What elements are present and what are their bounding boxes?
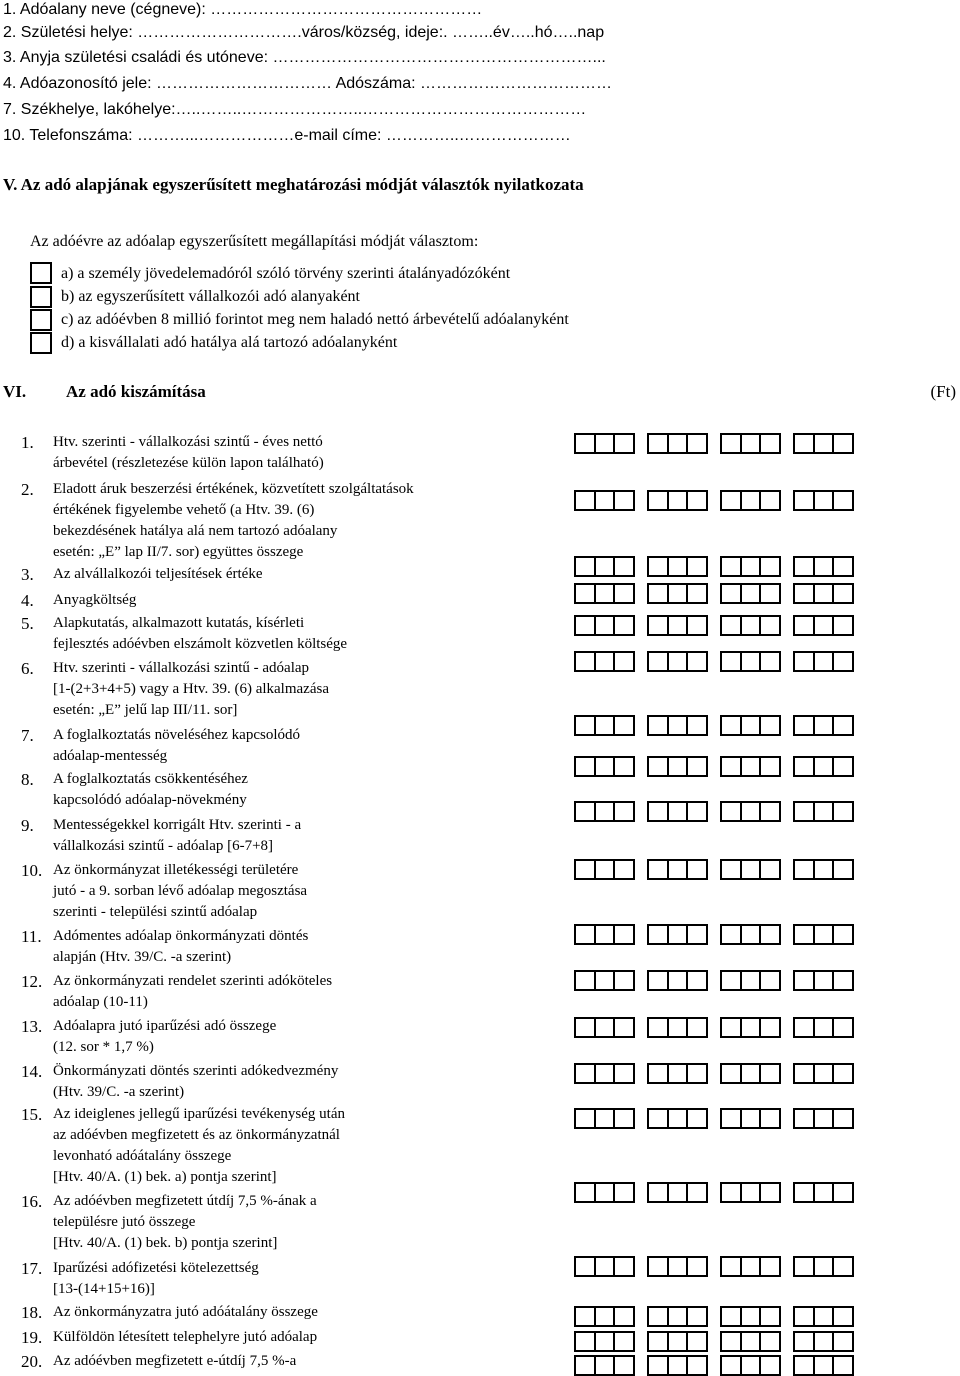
row-description-line: Az adóévben megfizetett e-útdíj 7,5 %-a xyxy=(53,1353,297,1369)
digit-box[interactable] xyxy=(686,1331,708,1352)
digit-box[interactable] xyxy=(832,859,854,880)
digit-box[interactable] xyxy=(832,615,854,636)
digit-group xyxy=(720,583,781,604)
amount-boxes xyxy=(574,1017,854,1038)
row-description-line: Az önkormányzati rendelet szerinti adóköteles xyxy=(53,973,333,989)
option-b-checkbox[interactable] xyxy=(30,286,52,308)
row-description xyxy=(53,971,332,1013)
row-description-line: értékének figyelembe vehető (a Htv. 39. (6) xyxy=(53,502,315,518)
digit-box[interactable] xyxy=(686,651,708,672)
digit-box[interactable] xyxy=(832,970,854,991)
row-description-line: [13-(14+15+16)] xyxy=(53,1281,155,1297)
digit-box[interactable] xyxy=(759,1063,781,1084)
digit-group xyxy=(793,1108,854,1129)
digit-group xyxy=(720,756,781,777)
digit-group xyxy=(720,1182,781,1203)
digit-box[interactable] xyxy=(759,490,781,511)
digit-group xyxy=(647,651,708,672)
digit-group xyxy=(720,859,781,880)
digit-box[interactable] xyxy=(613,859,635,880)
digit-box[interactable] xyxy=(832,433,854,454)
option-a-label: a) a személy jövedelemadóról szóló törvény szerinti átalányadózóként xyxy=(61,265,511,282)
row-description-line: Htv. szerinti - vállalkozási szintű - adóalap xyxy=(53,660,310,676)
amount-boxes xyxy=(574,556,854,577)
digit-group xyxy=(574,924,635,945)
section-v-title: V. Az adó alapjának egyszerűsített meghatározási módját választók nyilatkozata xyxy=(3,175,584,194)
row-number: 6. xyxy=(21,659,34,678)
amount-boxes xyxy=(574,1331,854,1352)
amount-boxes xyxy=(574,715,854,736)
digit-box[interactable] xyxy=(686,615,708,636)
digit-box[interactable] xyxy=(832,1063,854,1084)
digit-group xyxy=(793,1306,854,1327)
digit-group xyxy=(793,756,854,777)
row-description xyxy=(53,1191,317,1254)
digit-box[interactable] xyxy=(759,801,781,822)
row-description-line: árbevétel (részletezése külön lapon található) xyxy=(53,455,324,471)
row-description xyxy=(53,479,414,563)
digit-box[interactable] xyxy=(832,651,854,672)
row-description-line: Iparűzési adófizetési kötelezettség xyxy=(53,1260,259,1276)
digit-box[interactable] xyxy=(613,556,635,577)
digit-group xyxy=(720,1331,781,1352)
digit-group xyxy=(647,1256,708,1277)
digit-box[interactable] xyxy=(759,556,781,577)
digit-group xyxy=(720,924,781,945)
row-number: 19. xyxy=(21,1328,43,1347)
amount-boxes xyxy=(574,1306,854,1327)
row-number: 2. xyxy=(21,480,34,499)
digit-group xyxy=(720,556,781,577)
taxpayer-name-line: 1. Adóalany neve (cégneve): …………………………………………… xyxy=(3,1,483,18)
row-description-line: adóalap-mentesség xyxy=(53,748,168,764)
row-description xyxy=(53,590,136,611)
digit-group xyxy=(720,651,781,672)
digit-group xyxy=(793,801,854,822)
digit-group xyxy=(793,583,854,604)
row-description-line: Htv. szerinti - vállalkozási szintű - éves nettó xyxy=(53,434,323,450)
digit-box[interactable] xyxy=(613,490,635,511)
row-number: 9. xyxy=(21,816,34,835)
digit-group xyxy=(574,1355,635,1376)
digit-group xyxy=(647,1306,708,1327)
row-description-line: Önkormányzati döntés szerinti adókedvezmény xyxy=(53,1063,339,1079)
digit-group xyxy=(793,1331,854,1352)
row-description-line: Az adóévben megfizetett útdíj 7,5 %-ának a xyxy=(53,1193,317,1209)
row-description-line: A foglalkoztatás csökkentéséhez xyxy=(53,771,248,787)
digit-box[interactable] xyxy=(686,970,708,991)
digit-box[interactable] xyxy=(759,1355,781,1376)
digit-box[interactable] xyxy=(832,490,854,511)
currency-unit: (Ft) xyxy=(930,382,956,401)
row-description xyxy=(53,1302,318,1323)
digit-box[interactable] xyxy=(832,1017,854,1038)
digit-box[interactable] xyxy=(686,556,708,577)
row-description xyxy=(53,1327,317,1348)
digit-group xyxy=(647,583,708,604)
row-description-line: Külföldön létesített telephelyre jutó adóalap xyxy=(53,1329,318,1345)
row-description-line: kapcsolódó adóalap-növekmény xyxy=(53,792,247,808)
digit-box[interactable] xyxy=(686,715,708,736)
row-number: 11. xyxy=(21,927,42,946)
digit-group xyxy=(793,715,854,736)
digit-group xyxy=(574,556,635,577)
digit-box[interactable] xyxy=(759,970,781,991)
digit-box[interactable] xyxy=(613,1355,635,1376)
digit-group xyxy=(647,1355,708,1376)
amount-boxes xyxy=(574,1108,854,1129)
row-description-line: fejlesztés adóévben elszámolt közvetlen költsége xyxy=(53,636,348,652)
digit-box[interactable] xyxy=(832,1306,854,1327)
row-description xyxy=(53,815,301,857)
digit-box[interactable] xyxy=(759,1108,781,1129)
digit-group xyxy=(574,1256,635,1277)
digit-group xyxy=(647,924,708,945)
digit-box[interactable] xyxy=(686,1063,708,1084)
mother-name-line: 3. Anyja születési családi és utóneve: ……………………………………………………... xyxy=(3,49,606,66)
digit-box[interactable] xyxy=(613,1017,635,1038)
digit-box[interactable] xyxy=(613,433,635,454)
row-description-line: Az ideiglenes jellegű iparűzési tevékenység után xyxy=(53,1106,345,1122)
digit-group xyxy=(647,801,708,822)
digit-box[interactable] xyxy=(686,924,708,945)
row-number: 10. xyxy=(21,861,43,880)
row-description-line: (12. sor * 1,7 %) xyxy=(53,1039,154,1055)
digit-box[interactable] xyxy=(832,556,854,577)
digit-group xyxy=(720,801,781,822)
row-description xyxy=(53,1016,276,1058)
digit-group xyxy=(574,615,635,636)
digit-box[interactable] xyxy=(686,1017,708,1038)
row-description-line: Alapkutatás, alkalmazott kutatás, kísérleti xyxy=(53,615,305,631)
digit-box[interactable] xyxy=(759,1017,781,1038)
digit-group xyxy=(647,1063,708,1084)
amount-boxes xyxy=(574,801,854,822)
digit-box[interactable] xyxy=(613,924,635,945)
row-description-line: szerinti - települési szintű adóalap xyxy=(53,904,258,920)
digit-group xyxy=(720,615,781,636)
amount-boxes xyxy=(574,490,854,511)
digit-box[interactable] xyxy=(832,1331,854,1352)
digit-box[interactable] xyxy=(686,801,708,822)
digit-group xyxy=(720,1306,781,1327)
digit-box[interactable] xyxy=(759,859,781,880)
option-d-checkbox[interactable] xyxy=(30,332,52,354)
section-vi-number: VI. xyxy=(3,382,27,401)
row-description-line: jutó - a 9. sorban lévő adóalap megosztása xyxy=(53,883,308,899)
digit-box[interactable] xyxy=(759,615,781,636)
digit-group xyxy=(720,715,781,736)
digit-box[interactable] xyxy=(613,715,635,736)
row-number: 16. xyxy=(21,1192,43,1211)
row-description-line: bekezdésének hatálya alá nem tartozó adóalany xyxy=(53,523,338,539)
row-description xyxy=(53,432,324,474)
row-description xyxy=(53,613,347,655)
row-number: 12. xyxy=(21,972,43,991)
section-v-intro: Az adóévre az adóalap egyszerűsített megállapítási módját választom: xyxy=(30,233,479,250)
digit-box[interactable] xyxy=(759,756,781,777)
digit-group xyxy=(793,490,854,511)
row-description-line: Mentességekkel korrigált Htv. szerinti - a xyxy=(53,817,302,833)
digit-box[interactable] xyxy=(686,1182,708,1203)
option-b-label: b) az egyszerűsített vállalkozói adó alanyaként xyxy=(61,288,360,305)
row-number: 8. xyxy=(21,770,34,789)
digit-group xyxy=(793,1017,854,1038)
row-description-line: esetén: „E” lap II/7. sor) együttes összege xyxy=(53,544,304,560)
row-number: 17. xyxy=(21,1259,43,1278)
digit-box[interactable] xyxy=(613,583,635,604)
digit-box[interactable] xyxy=(832,1108,854,1129)
digit-box[interactable] xyxy=(613,615,635,636)
row-description-line: Az önkormányzatra jutó adóátalány összege xyxy=(53,1304,318,1320)
digit-box[interactable] xyxy=(613,756,635,777)
digit-group xyxy=(647,615,708,636)
digit-group xyxy=(647,756,708,777)
row-description-line: Adómentes adóalap önkormányzati döntés xyxy=(53,928,309,944)
digit-box[interactable] xyxy=(759,924,781,945)
digit-box[interactable] xyxy=(759,583,781,604)
row-description-line: [Htv. 40/A. (1) bek. b) pontja szerint] xyxy=(53,1235,278,1251)
amount-boxes xyxy=(574,1063,854,1084)
amount-boxes xyxy=(574,970,854,991)
digit-box[interactable] xyxy=(686,583,708,604)
row-description xyxy=(53,725,300,767)
digit-group xyxy=(574,1331,635,1352)
digit-group xyxy=(574,490,635,511)
digit-box[interactable] xyxy=(832,756,854,777)
digit-group xyxy=(647,490,708,511)
row-number: 1. xyxy=(21,433,34,452)
row-description xyxy=(53,860,307,923)
digit-group xyxy=(720,1017,781,1038)
digit-group xyxy=(647,556,708,577)
digit-group xyxy=(793,1182,854,1203)
row-number: 7. xyxy=(21,726,34,745)
amount-boxes xyxy=(574,1256,854,1277)
amount-boxes xyxy=(574,433,854,454)
row-description-line: az adóévben megfizetett és az önkormányzatnál xyxy=(53,1127,340,1143)
row-description-line: alapján (Htv. 39/C. -a szerint) xyxy=(53,949,232,965)
row-description xyxy=(53,769,248,811)
phone-email-line: 10. Telefonszáma: ………...………………e-mail címe: …………..………………… xyxy=(3,127,571,144)
digit-group xyxy=(647,970,708,991)
row-description-line: vállalkozási szintű - adóalap [6-7+8] xyxy=(53,838,274,854)
digit-group xyxy=(793,970,854,991)
row-description xyxy=(53,1061,338,1103)
digit-box[interactable] xyxy=(613,651,635,672)
amount-boxes xyxy=(574,859,854,880)
digit-group xyxy=(720,490,781,511)
digit-box[interactable] xyxy=(686,1108,708,1129)
digit-group xyxy=(647,859,708,880)
digit-box[interactable] xyxy=(686,1256,708,1277)
row-description-line: [1-(2+3+4+5) vagy a Htv. 39. (6) alkalmazása xyxy=(53,681,329,697)
digit-box[interactable] xyxy=(832,801,854,822)
digit-group xyxy=(574,583,635,604)
row-description-line: Eladott áruk beszerzési értékének, közvetített szolgáltatások xyxy=(53,481,414,497)
row-description-line: esetén: „E” jelű lap III/11. sor] xyxy=(53,702,238,718)
digit-box[interactable] xyxy=(759,1306,781,1327)
row-description-line: levonható adóátalány összege xyxy=(53,1148,232,1164)
row-description-line: Az alvállalkozói teljesítések értéke xyxy=(53,566,263,582)
digit-group xyxy=(574,1017,635,1038)
digit-group xyxy=(793,924,854,945)
row-number: 14. xyxy=(21,1062,43,1081)
digit-group xyxy=(793,433,854,454)
row-number: 5. xyxy=(21,614,34,633)
option-c-checkbox[interactable] xyxy=(30,309,52,331)
digit-box[interactable] xyxy=(686,1306,708,1327)
digit-group xyxy=(720,1063,781,1084)
digit-group xyxy=(574,756,635,777)
digit-group xyxy=(720,1355,781,1376)
digit-box[interactable] xyxy=(832,924,854,945)
digit-group xyxy=(720,433,781,454)
section-vi-title: Az adó kiszámítása xyxy=(66,382,206,401)
digit-box[interactable] xyxy=(613,1306,635,1327)
row-description xyxy=(53,1351,296,1372)
digit-group xyxy=(793,556,854,577)
digit-group xyxy=(647,1331,708,1352)
digit-box[interactable] xyxy=(613,1331,635,1352)
digit-group xyxy=(793,615,854,636)
row-description-line: A foglalkoztatás növeléséhez kapcsolódó xyxy=(53,727,301,743)
row-number: 20. xyxy=(21,1352,43,1371)
row-number: 4. xyxy=(21,591,34,610)
row-description-line: Az önkormányzat illetékességi területére xyxy=(53,862,299,878)
row-description xyxy=(53,926,308,968)
digit-box[interactable] xyxy=(613,1063,635,1084)
digit-group xyxy=(574,715,635,736)
digit-box[interactable] xyxy=(613,801,635,822)
row-description-line: Anyagköltség xyxy=(53,592,137,608)
digit-box[interactable] xyxy=(759,651,781,672)
digit-group xyxy=(647,1182,708,1203)
digit-group xyxy=(647,433,708,454)
digit-box[interactable] xyxy=(686,490,708,511)
digit-group xyxy=(647,1108,708,1129)
digit-box[interactable] xyxy=(832,1355,854,1376)
amount-boxes xyxy=(574,615,854,636)
digit-group xyxy=(574,801,635,822)
digit-group xyxy=(574,1063,635,1084)
digit-box[interactable] xyxy=(613,970,635,991)
digit-group xyxy=(574,859,635,880)
row-description xyxy=(53,1258,259,1300)
row-number: 3. xyxy=(21,565,34,584)
row-description-line: (Htv. 39/C. -a szerint) xyxy=(53,1084,185,1100)
amount-boxes xyxy=(574,651,854,672)
digit-group xyxy=(574,1182,635,1203)
digit-box[interactable] xyxy=(759,1182,781,1203)
amount-boxes xyxy=(574,1355,854,1376)
amount-boxes xyxy=(574,1182,854,1203)
digit-group xyxy=(793,859,854,880)
digit-box[interactable] xyxy=(686,1355,708,1376)
digit-box[interactable] xyxy=(759,1331,781,1352)
digit-group xyxy=(793,1256,854,1277)
digit-group xyxy=(647,1017,708,1038)
digit-group xyxy=(720,1108,781,1129)
digit-group xyxy=(793,1355,854,1376)
row-number: 15. xyxy=(21,1105,43,1124)
tax-id-line: 4. Adóazonosító jele: …………………………… Adószáma: ……………………………… xyxy=(3,75,613,92)
digit-box[interactable] xyxy=(832,583,854,604)
digit-box[interactable] xyxy=(613,1182,635,1203)
digit-group xyxy=(647,715,708,736)
digit-box[interactable] xyxy=(686,433,708,454)
digit-box[interactable] xyxy=(759,715,781,736)
digit-box[interactable] xyxy=(832,1182,854,1203)
row-description-line: Adóalapra jutó iparűzési adó összege xyxy=(53,1018,277,1034)
amount-boxes xyxy=(574,756,854,777)
digit-group xyxy=(720,970,781,991)
digit-group xyxy=(720,1256,781,1277)
option-a-checkbox[interactable] xyxy=(30,262,52,284)
row-description-line: [Htv. 40/A. (1) bek. a) pontja szerint] xyxy=(53,1169,277,1185)
digit-box[interactable] xyxy=(832,715,854,736)
row-number: 13. xyxy=(21,1017,43,1036)
row-description-line: településre jutó összege xyxy=(53,1214,196,1230)
digit-group xyxy=(574,433,635,454)
birth-place-date-line: 2. Születési helye: ………………………….város/község, ideje:. ……..év…..hó…..nap xyxy=(3,24,605,41)
digit-box[interactable] xyxy=(759,1256,781,1277)
digit-box[interactable] xyxy=(613,1108,635,1129)
digit-group xyxy=(793,1063,854,1084)
row-description xyxy=(53,658,329,721)
option-c-label: c) az adóévben 8 millió forintot meg nem haladó nettó árbevételű adóalanyként xyxy=(61,311,569,328)
amount-boxes xyxy=(574,583,854,604)
row-description xyxy=(53,1104,345,1188)
digit-group xyxy=(574,1108,635,1129)
row-number: 18. xyxy=(21,1303,43,1322)
row-description-line: adóalap (10-11) xyxy=(53,994,148,1010)
amount-boxes xyxy=(574,924,854,945)
digit-box[interactable] xyxy=(686,859,708,880)
digit-box[interactable] xyxy=(759,433,781,454)
digit-box[interactable] xyxy=(832,1256,854,1277)
digit-group xyxy=(574,1306,635,1327)
digit-group xyxy=(793,651,854,672)
seat-residence-line: 7. Székhelye, lakóhelye:…..……..…………………..…………………………………… xyxy=(3,101,587,118)
row-description xyxy=(53,564,263,585)
option-d-label: d) a kisvállalati adó hatálya alá tartozó adóalanyként xyxy=(61,334,398,351)
digit-box[interactable] xyxy=(613,1256,635,1277)
digit-box[interactable] xyxy=(686,756,708,777)
digit-group xyxy=(574,651,635,672)
digit-group xyxy=(574,970,635,991)
